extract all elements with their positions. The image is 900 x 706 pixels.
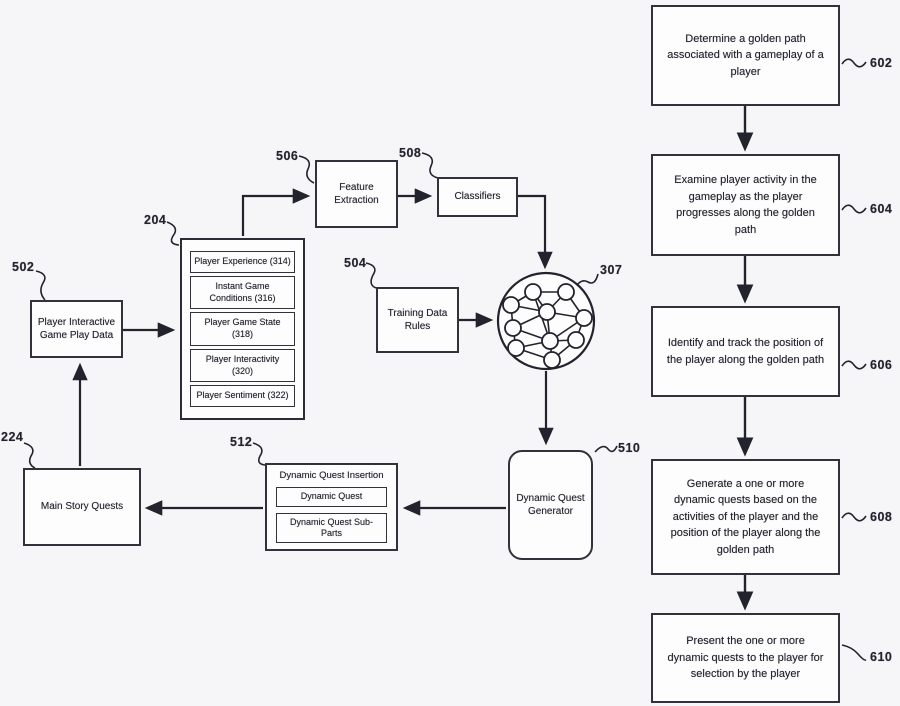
- ref-step-606: 606: [870, 358, 893, 372]
- flow-step-610-label: Present the one or more dynamic quests to the player for selection by the player: [667, 635, 824, 681]
- flow-step-generate-quests: [651, 459, 840, 575]
- dynamic-quest-insertion-box: [265, 463, 398, 551]
- dynamic-quest-generator-label: Dynamic Quest Generator: [516, 492, 585, 517]
- flow-step-examine-activity: [651, 154, 840, 256]
- ref-neural-network: 307: [600, 263, 623, 277]
- flow-step-present-quests: [651, 613, 840, 703]
- instant-game-conditions-item: [190, 276, 295, 309]
- ref-step-610: 610: [870, 650, 893, 664]
- ref-training-data: 504: [344, 256, 367, 270]
- flow-step-determine-golden-path: [651, 5, 840, 106]
- ref-step-608: 608: [870, 510, 893, 524]
- player-sentiment-item: [190, 385, 295, 407]
- player-interactivity-label: Player Interactivity (320): [205, 353, 280, 376]
- ref-quest-generator: 510: [618, 441, 641, 455]
- player-game-state-item: [190, 312, 295, 345]
- dynamic-quest-item: [276, 487, 387, 506]
- ref-data-stack: 204: [144, 213, 167, 227]
- dynamic-quest-sub-parts-label: Dynamic Quest Sub-Parts: [289, 516, 374, 538]
- dynamic-quest-generator-box: [508, 450, 593, 560]
- feature-extraction-box: [315, 160, 398, 228]
- dynamic-quest-label: Dynamic Quest: [300, 491, 363, 502]
- flow-step-identify-track-position: [651, 306, 840, 397]
- ref-main-story: 224: [1, 430, 24, 444]
- player-interactivity-item: [190, 349, 295, 382]
- main-story-quests-label: Main Story Quests: [40, 501, 124, 513]
- ref-feature-extraction: 506: [276, 149, 299, 163]
- feature-extraction-label: Feature Extraction: [334, 181, 379, 206]
- training-data-rules-box: [376, 287, 459, 353]
- instant-game-conditions-label: Instant Game Conditions (316): [209, 280, 276, 303]
- flow-step-606-label: Identify and track the position of the player along the golden path: [666, 337, 825, 366]
- player-sentiment-label: Player Sentiment (322): [196, 390, 289, 401]
- player-experience-item: [190, 251, 295, 273]
- classifiers-box: [437, 177, 518, 217]
- ref-classifiers: 508: [399, 146, 422, 160]
- flow-step-604-label: Examine player activity in the gameplay as the player progresses along the golden path: [674, 174, 817, 236]
- system-arrows: [80, 196, 546, 508]
- player-game-state-label: Player Game State (318): [204, 317, 281, 339]
- player-interactive-game-play-data-label: Player Interactive Game Play Data: [37, 316, 116, 341]
- dynamic-quest-sub-parts-item: [276, 513, 387, 544]
- training-data-rules-label: Training Data Rules: [387, 307, 448, 332]
- classifiers-label: Classifiers: [454, 191, 501, 203]
- neural-network-icon: [498, 273, 594, 369]
- ref-step-602: 602: [870, 56, 893, 70]
- game-data-stack-box: [180, 238, 305, 420]
- flow-step-602-label: Determine a golden path associated with a gameplay of a player: [667, 32, 824, 78]
- player-interactive-game-play-data-box: [30, 300, 123, 358]
- ref-player-data: 502: [12, 260, 35, 274]
- flow-step-608-label: Generate a one or more dynamic quests based on the activities of the player and the position of the player along the golden path: [670, 477, 821, 556]
- main-story-quests-box: [23, 468, 141, 546]
- ref-quest-insertion: 512: [230, 435, 253, 449]
- dynamic-quest-insertion-title: Dynamic Quest Insertion: [279, 470, 384, 481]
- ref-step-604: 604: [870, 202, 893, 216]
- player-experience-label: Player Experience (314): [194, 256, 291, 266]
